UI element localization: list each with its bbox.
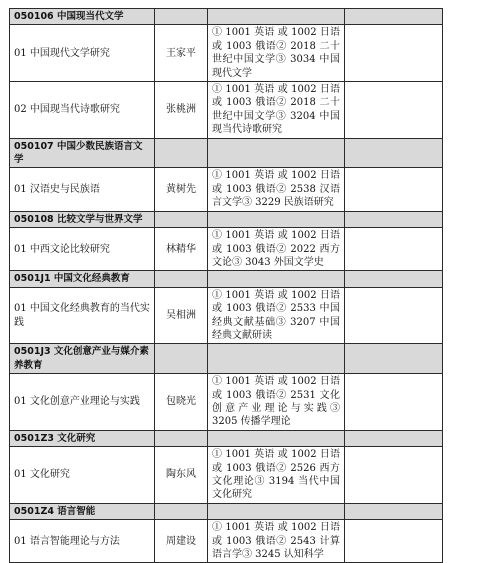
empty-cell [345, 430, 443, 446]
tutor-name: 林精华 [155, 228, 208, 271]
empty-cell [208, 271, 345, 287]
table-row [10, 520, 443, 563]
table-row [10, 447, 443, 504]
section-title: 0501Z4 语言智能 [10, 503, 155, 519]
research-direction: 01 语言智能理论与方法 [10, 520, 155, 563]
remarks-cell [345, 228, 443, 271]
section-title: 050108 比较文学与世界文学 [10, 211, 155, 227]
exam-subjects: ① 1001 英语 或 1002 日语 或 1003 俄语② 2531 文化创意产业理论与实践③ 3205 传播学理论 [208, 374, 345, 431]
empty-cell [208, 344, 345, 374]
exam-subjects: ① 1001 英语 或 1002 日语 或 1003 俄语② 2533 中国经典文献基础③ 3207 中国经典文献研读 [208, 287, 345, 344]
remarks-cell [345, 520, 443, 563]
section-header-row [10, 9, 443, 25]
research-direction: 01 中国现代文学研究 [10, 25, 155, 82]
empty-cell [155, 503, 208, 519]
program-table-body [10, 9, 443, 563]
section-header-row [10, 344, 443, 374]
empty-cell [345, 344, 443, 374]
remarks-cell [345, 374, 443, 431]
program-table [9, 8, 443, 563]
empty-cell [155, 9, 208, 25]
remarks-cell [345, 168, 443, 211]
exam-subjects: ① 1001 英语 或 1002 日语 或 1003 俄语② 2526 西方文化理论③ 3194 当代中国文化研究 [208, 447, 345, 504]
research-direction: 01 中国文化经典教育的当代实践 [10, 287, 155, 344]
research-direction: 01 文化研究 [10, 447, 155, 504]
empty-cell [208, 503, 345, 519]
remarks-cell [345, 447, 443, 504]
exam-subjects: ① 1001 英语 或 1002 日语 或 1003 俄语② 2543 计算语言学③ 3245 认知科学 [208, 520, 345, 563]
empty-cell [345, 211, 443, 227]
section-title: 0501J3 文化创意产业与媒介素养教育 [10, 344, 155, 374]
exam-subjects: ① 1001 英语 或 1002 日语 或 1003 俄语② 2018 二十世纪中国文学③ 3034 中国现代文学 [208, 25, 345, 82]
tutor-name: 包晓光 [155, 374, 208, 431]
tutor-name: 吴相洲 [155, 287, 208, 344]
empty-cell [208, 138, 345, 168]
remarks-cell [345, 287, 443, 344]
section-title: 0501J1 中国文化经典教育 [10, 271, 155, 287]
remarks-cell [345, 25, 443, 82]
empty-cell [155, 271, 208, 287]
tutor-name: 陶东风 [155, 447, 208, 504]
empty-cell [345, 9, 443, 25]
table-row [10, 287, 443, 344]
research-direction: 01 中西文论比较研究 [10, 228, 155, 271]
empty-cell [155, 138, 208, 168]
exam-subjects: ① 1001 英语 或 1002 日语 或 1003 俄语② 2018 二十世纪中国文学③ 3204 中国现当代诗歌研究 [208, 82, 345, 139]
empty-cell [155, 430, 208, 446]
section-header-row [10, 138, 443, 168]
empty-cell [345, 503, 443, 519]
section-header-row [10, 211, 443, 227]
empty-cell [208, 9, 345, 25]
empty-cell [155, 211, 208, 227]
exam-subjects: ① 1001 英语 或 1002 日语 或 1003 俄语② 2538 汉语言文学③ 3229 民族语研究 [208, 168, 345, 211]
section-header-row [10, 430, 443, 446]
empty-cell [345, 138, 443, 168]
table-row [10, 82, 443, 139]
section-title: 0501Z3 文化研究 [10, 430, 155, 446]
section-title: 050107 中国少数民族语言文学 [10, 138, 155, 168]
table-row [10, 168, 443, 211]
tutor-name: 黄树先 [155, 168, 208, 211]
research-direction: 01 汉语史与民族语 [10, 168, 155, 211]
remarks-cell [345, 82, 443, 139]
section-header-row [10, 271, 443, 287]
empty-cell [208, 430, 345, 446]
research-direction: 01 文化创意产业理论与实践 [10, 374, 155, 431]
empty-cell [345, 271, 443, 287]
table-row [10, 374, 443, 431]
table-row [10, 228, 443, 271]
tutor-name: 张桃洲 [155, 82, 208, 139]
section-title: 050106 中国现当代文学 [10, 9, 155, 25]
empty-cell [208, 211, 345, 227]
research-direction: 02 中国现当代诗歌研究 [10, 82, 155, 139]
table-row [10, 25, 443, 82]
section-header-row [10, 503, 443, 519]
tutor-name: 王家平 [155, 25, 208, 82]
empty-cell [155, 344, 208, 374]
tutor-name: 周建设 [155, 520, 208, 563]
exam-subjects: ① 1001 英语 或 1002 日语 或 1003 俄语② 2022 西方文论③ 3043 外国文学史 [208, 228, 345, 271]
